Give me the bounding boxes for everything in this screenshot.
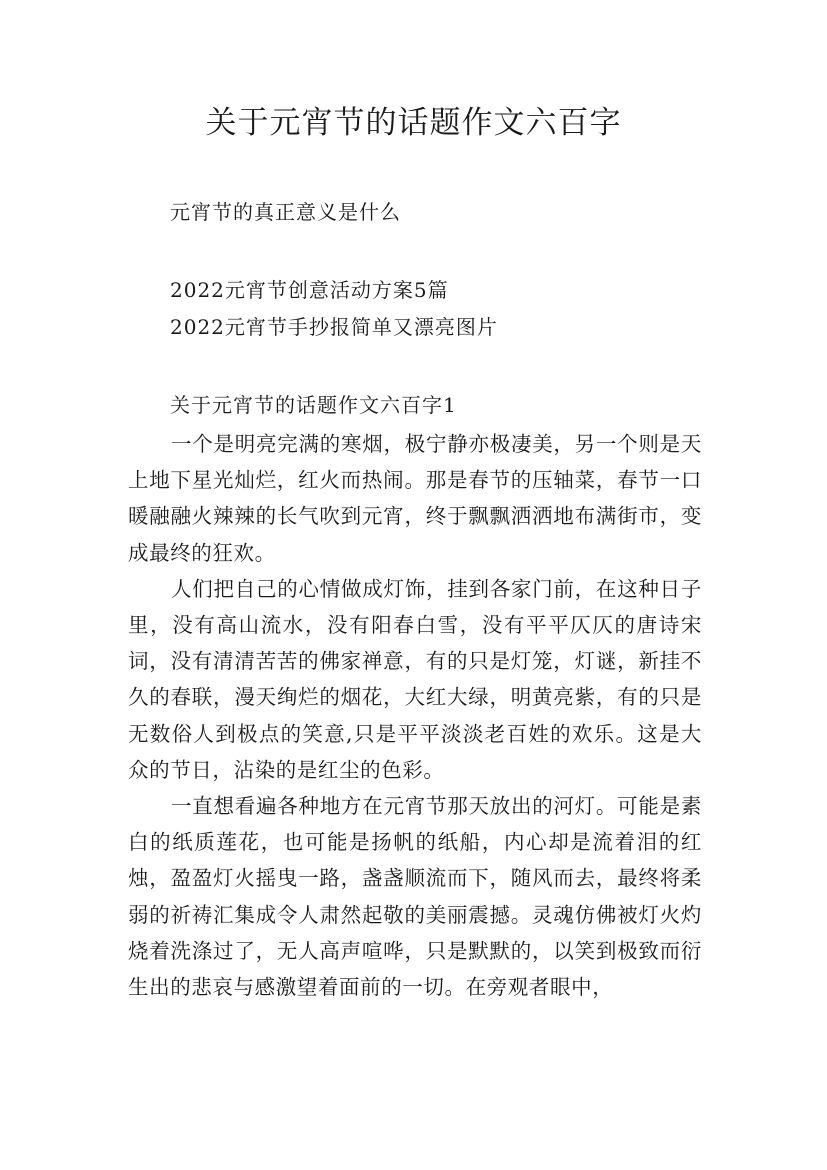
article-body	[128, 426, 702, 1005]
page-title: 关于元宵节的话题作文六百字	[205, 105, 622, 141]
paragraph: 人们把自己的心情做成灯饰，挂到各家门前，在这种日子里，没有高山流水，没有阳春白雪，没有平平仄仄的唐诗宋词，没有清清苦苦的佛家禅意，有的只是灯笼，灯谜，新挂不久的春联，漫天绚烂的烟花，大红大绿，明黄亮紫，有的只是无数俗人到极点的笑意,只是平平淡淡老百姓的欢乐。这是大众的节日，沾染的是红尘的色彩。	[128, 576, 702, 782]
section-heading: 关于元宵节的话题作文六百字1	[170, 393, 457, 417]
paragraph: 一个是明亮完满的寒烟，极宁静亦极凄美，另一个则是天上地下星光灿烂，红火而热闹。那是春节的压轴菜，春节一口暖融融火辣辣的长气吹到元宵，终于飘飘洒洒地布满街市，变成最终的狂欢。	[128, 432, 702, 565]
related-link-activity-plan[interactable]: 2022元宵节创意活动方案5篇	[170, 278, 449, 302]
related-link-handwritten-poster[interactable]: 2022元宵节手抄报简单又漂亮图片	[170, 315, 498, 339]
related-link-meaning[interactable]: 元宵节的真正意义是什么	[170, 200, 401, 224]
paragraph: 一直想看遍各种地方在元宵节那天放出的河灯。可能是素白的纸质莲花，也可能是扬帆的纸船，内心却是流着泪的红烛，盈盈灯火摇曳一路，盏盏顺流而下，随风而去，最终将柔弱的祈祷汇集成令人肃然起敬的美丽震撼。灵魂仿佛被灯火灼烧着洗涤过了，无人高声喧哗，只是默默的，以笑到极致而衍生出的悲哀与感激望着面前的一切。在旁观者眼中，	[128, 794, 702, 1000]
